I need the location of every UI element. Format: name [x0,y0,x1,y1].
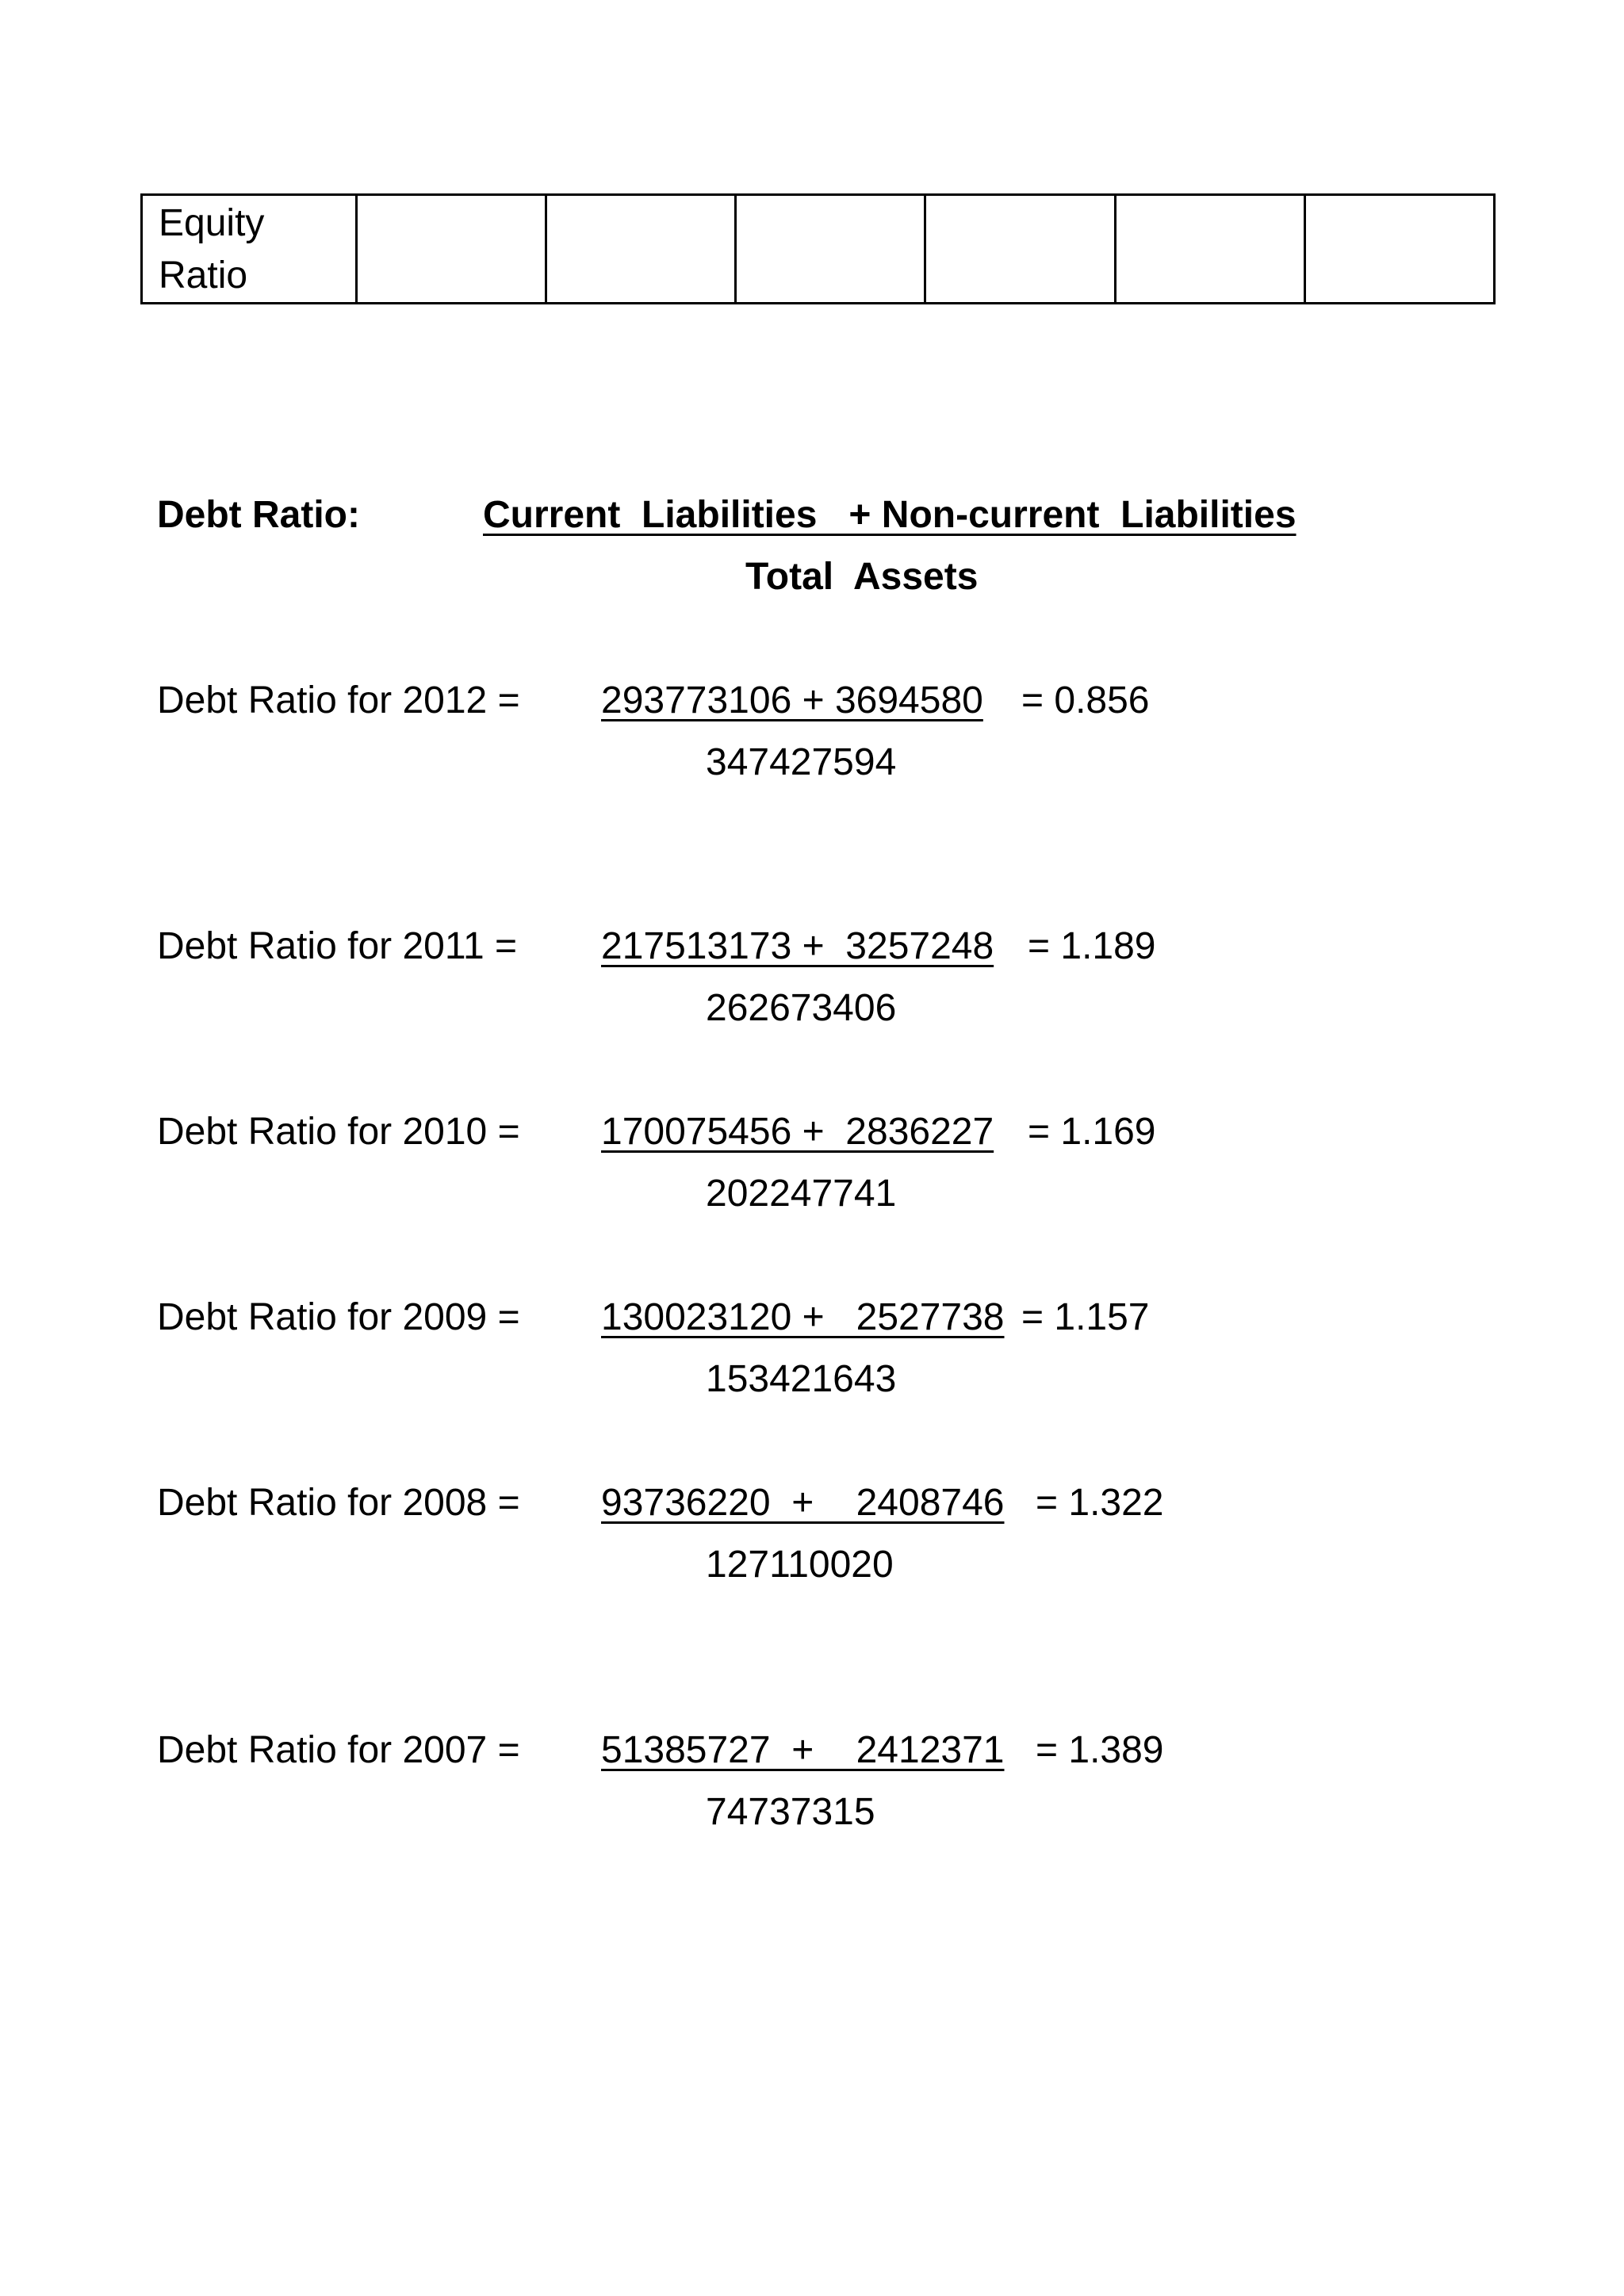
calc-numerator: 293773106 + 3694580 [601,679,983,721]
calc-label: Debt Ratio for 2007 = [157,1729,520,1771]
formula-label: Debt Ratio: [157,494,360,536]
calc-numerator: 130023120 + 2527738 [601,1296,1005,1338]
table-cell [736,195,925,304]
calc-result: = 1.169 [1028,1111,1156,1153]
equity-ratio-table [140,193,1496,304]
table-cell [1115,195,1304,304]
calc-result: = 1.189 [1028,925,1156,967]
table-row [142,195,1495,304]
calc-numerator: 93736220 + 2408746 [601,1482,1005,1524]
calc-label: Debt Ratio for 2009 = [157,1296,520,1338]
table-row-label: Equity Ratio [142,195,357,304]
calc-denominator: 74737315 [706,1791,875,1833]
table-cell [1304,195,1494,304]
calc-denominator: 347427594 [706,741,897,783]
table-cell [925,195,1115,304]
calc-label: Debt Ratio for 2011 = [157,925,518,967]
table-cell [546,195,736,304]
calc-numerator: 170075456 + 2836227 [601,1111,994,1153]
table-cell [357,195,546,304]
calc-numerator: 217513173 + 3257248 [601,925,994,967]
calc-result: = 1.157 [1021,1296,1150,1338]
calc-result: = 0.856 [1021,679,1150,721]
calc-label: Debt Ratio for 2012 = [157,679,520,721]
calc-denominator: 127110020 [706,1544,894,1586]
calc-denominator: 262673406 [706,987,897,1029]
formula-denominator: Total Assets [745,556,979,598]
formula-numerator: Current Liabilities + Non-current Liabilities [483,494,1297,536]
calc-numerator: 51385727 + 2412371 [601,1729,1005,1771]
calc-denominator: 202247741 [706,1173,897,1215]
calc-result: = 1.389 [1036,1729,1164,1771]
calc-result: = 1.322 [1036,1482,1164,1524]
calc-label: Debt Ratio for 2010 = [157,1111,520,1153]
calc-label: Debt Ratio for 2008 = [157,1482,520,1524]
calc-denominator: 153421643 [706,1358,897,1400]
